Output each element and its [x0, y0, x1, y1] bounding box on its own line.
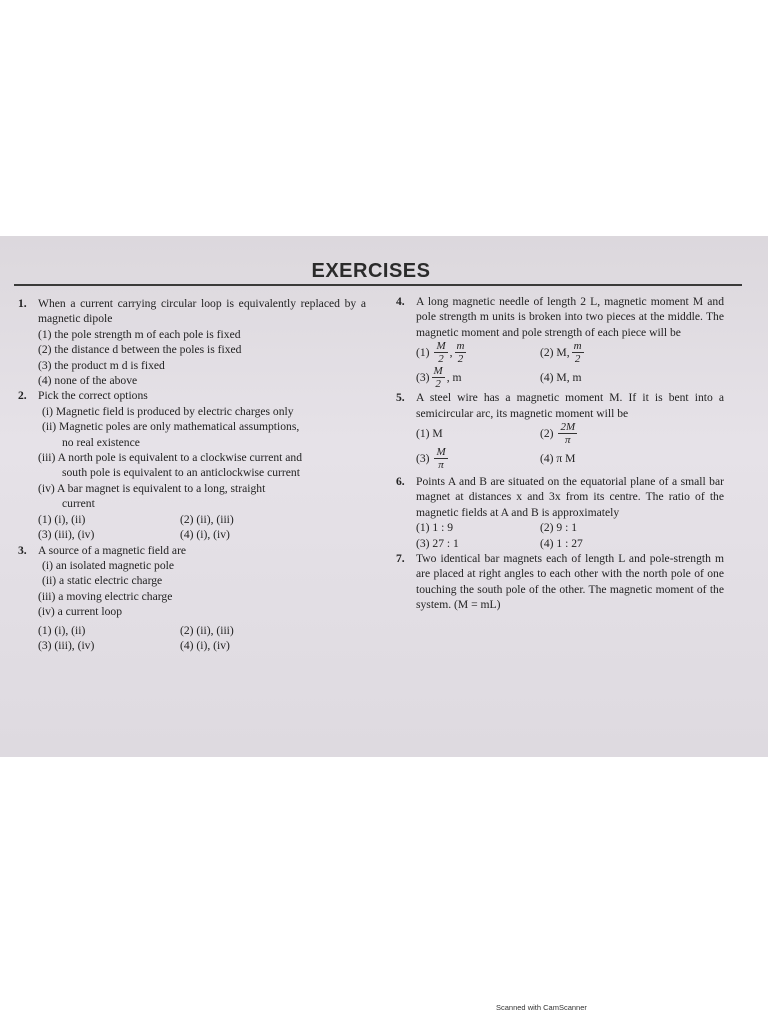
statement: (iii) A north pole is equivalent to a clockwise current and [38, 451, 303, 465]
statement-continued: current [62, 497, 95, 511]
option-label: (2) M, [540, 346, 570, 360]
question-text: When a current carrying circular loop is equivalently replaced by a magnetic dipole [38, 297, 366, 326]
option: (4) (i), (iv) [180, 638, 230, 652]
option-label: (3) [416, 371, 430, 385]
question-3 [18, 543, 366, 558]
title-underline [14, 284, 742, 286]
option-row [396, 446, 724, 471]
option-row [396, 421, 724, 446]
option-row [18, 623, 366, 638]
question-1 [18, 296, 366, 327]
question-text: A steel wire has a magnetic moment M. If it is bent into a semicircular arc, its magnetic moment will be [416, 391, 724, 420]
question-number: 1. [18, 297, 27, 310]
option-row [396, 520, 724, 535]
option [540, 421, 579, 446]
question-number: 6. [396, 475, 405, 489]
question-text: A long magnetic needle of length 2 L, magnetic moment M and pole strength m units is broken into two pieces at the middle. The magnetic moment and pole strength of each piece will be [416, 295, 724, 339]
statement: (iii) a moving electric charge [38, 589, 173, 603]
question-number: 5. [396, 391, 405, 405]
option [416, 365, 540, 390]
statement-continued: south pole is equivalent to an anticlockwise current [62, 466, 300, 480]
numerator: 2M [560, 421, 576, 434]
option: (2) 9 : 1 [540, 521, 578, 535]
numerator: m [456, 340, 465, 353]
statement: (i) Magnetic field is produced by electric charges only [42, 404, 294, 418]
option: (4) (i), (iv) [180, 528, 230, 542]
numerator: M [436, 340, 446, 353]
fraction [434, 340, 447, 365]
option: (4) M, m [540, 371, 582, 385]
question-number: 4. [396, 295, 405, 308]
option-row [396, 536, 724, 551]
option [540, 340, 586, 365]
denominator: 2 [435, 378, 441, 391]
question-text: A source of a magnetic field are [38, 543, 187, 557]
option: (4) π M [540, 451, 576, 465]
option: (1) M [416, 426, 443, 440]
fraction [432, 365, 445, 390]
option-row [18, 527, 366, 542]
statement: (i) an isolated magnetic pole [42, 558, 174, 572]
option: (3) (iii), (iv) [38, 638, 95, 652]
textbook-page [0, 236, 768, 757]
question-text: Pick the correct options [38, 389, 148, 403]
scanner-watermark: Scanned with CamScanner [496, 1003, 587, 1012]
option: (4) 1 : 27 [540, 536, 583, 550]
question-text: Two identical bar magnets each of length L and pole-strength m are placed at right angles to each other with the north pole of one touching the south pole of the other. The magnetic moment of the system. (M = mL) [416, 552, 724, 612]
question-text: Points A and B are situated on the equatorial plane of a small bar magnet at distances x and 3x from its centre. The ratio of the magnetic fields at A and B is approximately [416, 475, 724, 519]
option: (1) $\frac{M}{2}$ , $\frac{m}{2}$ [416, 340, 465, 366]
numerator: m [573, 340, 582, 353]
question-4 [396, 294, 724, 340]
left-column [18, 296, 366, 653]
option: (1) (i), (ii) [38, 623, 86, 637]
fraction [572, 340, 584, 365]
option: (2) the distance d between the poles is fixed [38, 343, 242, 357]
fraction [455, 340, 467, 365]
option: (4) none of the above [38, 374, 138, 388]
option-label: (2) [540, 426, 554, 440]
question-number: 7. [396, 552, 405, 566]
option-row [18, 638, 366, 653]
statement: (ii) a static electric charge [42, 574, 163, 588]
statement: (iv) A bar magnet is equivalent to a long, straight [38, 481, 266, 495]
question-7 [396, 551, 724, 613]
question-number: 2. [18, 389, 27, 403]
fraction [558, 421, 577, 446]
option: (2) (ii), (iii) [180, 623, 234, 637]
statement: (ii) Magnetic poles are only mathematical assumptions, [42, 420, 300, 434]
numerator: M [433, 365, 443, 378]
denominator: 2 [438, 353, 444, 366]
option: (1) (i), (ii) [38, 512, 86, 526]
question-number: 3. [18, 543, 27, 557]
option: (1) 1 : 9 [416, 521, 454, 535]
denominator: 2 [457, 353, 464, 366]
question-2 [18, 388, 366, 403]
fraction [434, 446, 447, 471]
statement-continued: no real existence [62, 435, 140, 449]
denominator: 2 [574, 353, 581, 366]
question-6 [396, 474, 724, 520]
option [416, 446, 540, 471]
option-row [396, 340, 724, 365]
option: (2) (ii), (iii) [180, 512, 234, 526]
option-label: (1) [416, 346, 430, 360]
option: (1) the pole strength m of each pole is fixed [38, 327, 241, 341]
option-tail: , m [446, 371, 462, 385]
numerator: M [436, 446, 446, 459]
question-5 [396, 390, 724, 421]
denominator: π [565, 434, 571, 447]
statement: (iv) a current loop [38, 605, 123, 619]
right-column [396, 294, 724, 613]
option: (3) the product m d is fixed [38, 358, 165, 372]
option-row [18, 512, 366, 527]
option: (3) (iii), (iv) [38, 528, 95, 542]
option-label: (3) [416, 451, 430, 465]
denominator: π [438, 459, 444, 472]
option-row [396, 365, 724, 390]
option: (3) 27 : 1 [416, 536, 459, 550]
page-title: EXERCISES [311, 260, 431, 282]
